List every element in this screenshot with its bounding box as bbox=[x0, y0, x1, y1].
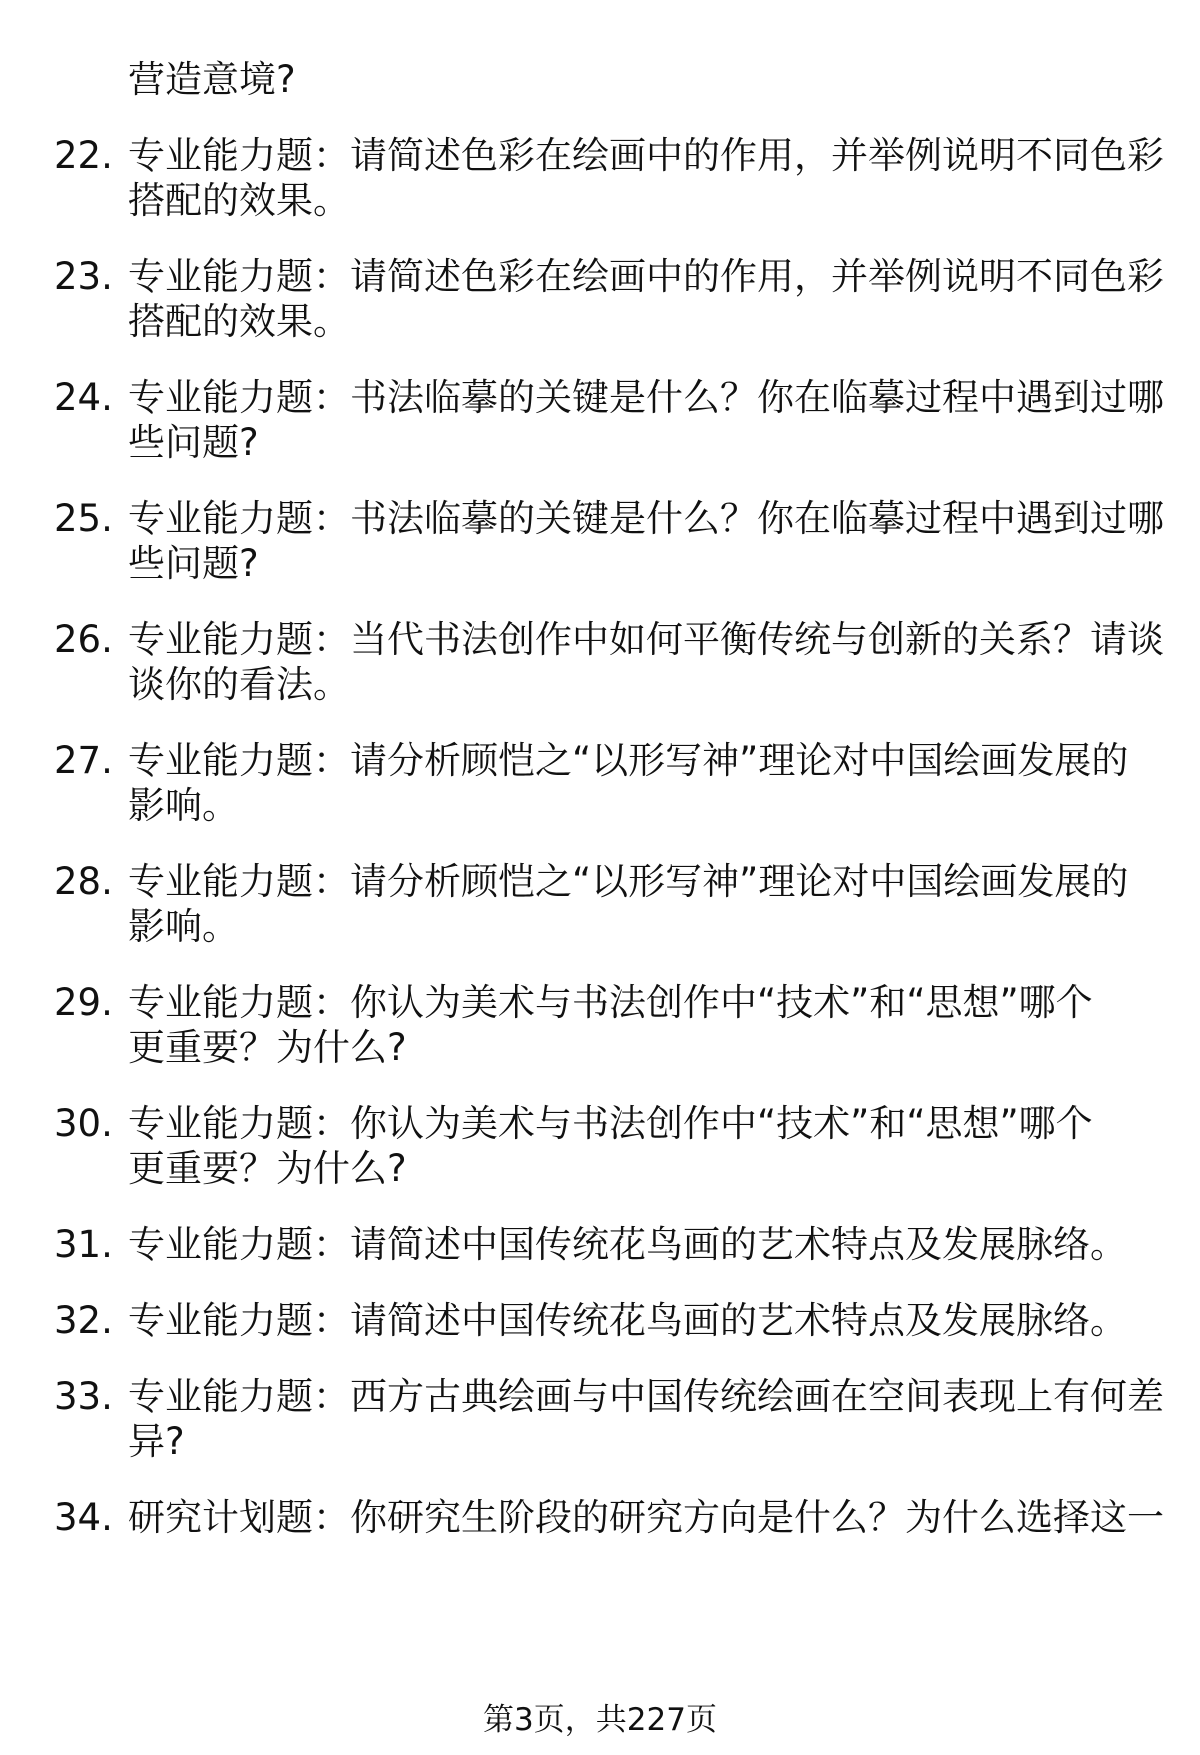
question-text-line-1: 专业能力题：请分析顾恺之“以形写神”理论对中国绘画发展的 bbox=[128, 739, 1129, 782]
question-text-line-2: 搭配的效果。 bbox=[128, 179, 350, 222]
question-text-line-1: 专业能力题：你认为美术与书法创作中“技术”和“思想”哪个 bbox=[128, 981, 1093, 1024]
question-text-line-2: 更重要？为什么? bbox=[128, 1026, 407, 1069]
question-text-line-1: 专业能力题：请简述色彩在绘画中的作用，并举例说明不同色彩 bbox=[128, 134, 1164, 177]
question-number: 30. bbox=[54, 1102, 113, 1145]
question-number: 26. bbox=[54, 618, 113, 661]
question-text-line-2: 影响。 bbox=[128, 784, 239, 827]
question-text-line-1: 专业能力题：书法临摹的关键是什么？你在临摹过程中遇到过哪 bbox=[128, 497, 1164, 540]
question-text-line-2: 些问题? bbox=[128, 542, 259, 585]
question-number: 23. bbox=[54, 255, 113, 298]
question-number: 28. bbox=[54, 860, 113, 903]
question-number: 25. bbox=[54, 497, 113, 540]
question-number: 33. bbox=[54, 1375, 113, 1418]
question-text-line-2: 异? bbox=[128, 1420, 185, 1463]
question-text-line-2: 影响。 bbox=[128, 905, 239, 948]
question-text-line-1: 专业能力题：书法临摹的关键是什么？你在临摹过程中遇到过哪 bbox=[128, 376, 1164, 419]
question-text-line-2: 谈你的看法。 bbox=[128, 663, 350, 706]
question-number: 34. bbox=[54, 1496, 113, 1539]
page-footer: 第3页，共227页 bbox=[483, 1702, 717, 1738]
question-number: 29. bbox=[54, 981, 113, 1024]
question-text-line-1: 专业能力题：当代书法创作中如何平衡传统与创新的关系？请谈 bbox=[128, 618, 1164, 661]
question-text-line-2: 搭配的效果。 bbox=[128, 300, 350, 343]
question-number: 32. bbox=[54, 1299, 113, 1342]
question-number: 22. bbox=[54, 134, 113, 177]
question-text-line-2: 些问题? bbox=[128, 421, 259, 464]
question-text-line-1: 专业能力题：请分析顾恺之“以形写神”理论对中国绘画发展的 bbox=[128, 860, 1129, 903]
question-text-line-1: 研究计划题：你研究生阶段的研究方向是什么？为什么选择这一 bbox=[128, 1496, 1164, 1539]
question-text-line-1: 专业能力题：你认为美术与书法创作中“技术”和“思想”哪个 bbox=[128, 1102, 1093, 1145]
question-number: 27. bbox=[54, 739, 113, 782]
continued-question-line: 营造意境? bbox=[128, 58, 296, 101]
question-text-line-1: 专业能力题：西方古典绘画与中国传统绘画在空间表现上有何差 bbox=[128, 1375, 1164, 1418]
question-text-line-1: 专业能力题：请简述中国传统花鸟画的艺术特点及发展脉络。 bbox=[128, 1299, 1127, 1342]
question-number: 31. bbox=[54, 1223, 113, 1266]
question-text-line-1: 专业能力题：请简述色彩在绘画中的作用，并举例说明不同色彩 bbox=[128, 255, 1164, 298]
question-text-line-2: 更重要？为什么? bbox=[128, 1147, 407, 1190]
question-text-line-1: 专业能力题：请简述中国传统花鸟画的艺术特点及发展脉络。 bbox=[128, 1223, 1127, 1266]
question-number: 24. bbox=[54, 376, 113, 419]
